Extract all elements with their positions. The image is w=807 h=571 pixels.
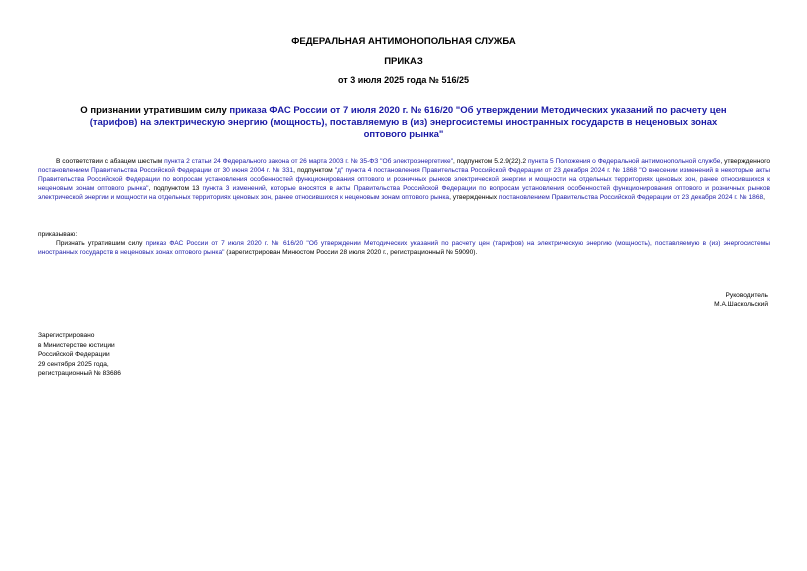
order-text-2: (зарегистрирован Минюстом России 28 июля 2020 г., регистрационный № 59090). <box>224 249 478 256</box>
link-government-decree-331[interactable]: постановлением Правительства Российской Федерации от 30 июня 2004 г. № 331 <box>38 167 294 174</box>
preamble-text-1: В соответствии с абзацем шестым <box>56 158 165 165</box>
preamble-text-3: , утвержденного <box>720 158 770 165</box>
order-word: приказываю: <box>38 231 78 238</box>
link-fas-regulation[interactable]: пункта 5 Положения о Федеральной антимонопольной службе <box>527 158 721 165</box>
registration-line: Российской Федерации <box>38 351 110 358</box>
preamble-text-2: , подпунктом 5.2.9(22).2 <box>453 158 528 165</box>
link-federal-law[interactable]: пункта 2 статьи 24 Федерального закона от 26 марта 2003 г. № 35-ФЗ "Об электроэнергетике" <box>164 158 454 165</box>
document-title <box>70 105 737 141</box>
link-order-616[interactable]: приказ ФАС России от 7 июля 2020 г. № 616/20 "Об утверждении Методических указаний по расчету цен (тарифов) на электрическую энергию (мощность), поставляемую в (из) энергосистемы иностранных государств в неценовых зонах оптового рынка" <box>38 240 771 256</box>
order-text-1: Признать утратившим силу <box>56 240 146 247</box>
preamble-text-5: , подпунктом 13 <box>148 185 203 192</box>
order-paragraph <box>38 239 770 257</box>
registration-line: 29 сентября 2025 года, <box>38 360 109 368</box>
document-date-number: от 3 июля 2025 года № 516/25 <box>338 75 469 85</box>
preamble-text-7: , <box>763 194 766 201</box>
registration-block <box>38 331 121 379</box>
title-link[interactable]: приказа ФАС России от 7 июля 2020 г. № 616/20 "Об утверждении Методических указаний по расчету цен (тарифов) на электрическую энергию (мощность), поставляемую в (из) энергосистемы иностранных государств в неценовых зонах оптового рынка" <box>89 105 727 140</box>
signature-position: Руководитель <box>725 292 768 299</box>
registration-line: в Министерстве юстиции <box>38 341 115 349</box>
title-prefix: О признании утратившим силу <box>80 105 230 116</box>
link-decree-1868[interactable]: постановлением Правительства Российской Федерации от 23 декабря 2024 г. № 1868 <box>498 194 764 201</box>
signature-name: М.А.Шаскольский <box>714 301 768 308</box>
preamble-paragraph <box>38 157 770 202</box>
registration-line: Зарегистрировано <box>38 332 95 339</box>
signature-block <box>714 291 768 309</box>
preamble-text-4: , подпунктом <box>293 167 335 174</box>
document-type: ПРИКАЗ <box>384 56 423 67</box>
agency-name: ФЕДЕРАЛЬНАЯ АНТИМОНОПОЛЬНАЯ СЛУЖБА <box>291 36 516 47</box>
registration-line: регистрационный № 83686 <box>38 370 121 377</box>
link-decree-1868-point-4[interactable]: "д" пункта 4 постановления Правительства Российской Федерации от 23 декабря 2024 г. № 1868 "О внесении изменений в некоторые акты Правительства Российской Федерации по вопросам установления особенностей функционирования оптового и розничных рынков электрической энергии и мощности на отдельных территориях ценовых зон, ранее относившихся к неценовым зонам оптового рынка" <box>38 167 770 192</box>
link-changes-point-3[interactable]: пункта 3 изменений, которые вносятся в акты Правительства Российской Федерации по вопросам установления особенностей функционирования оптового и розничных рынков электрической энергии и мощности на отдельных территориях ценовых зон, ранее относившихся к неценовым зонам оптового рынка <box>38 185 770 201</box>
preamble-text-6: , утвержденных <box>449 194 499 201</box>
